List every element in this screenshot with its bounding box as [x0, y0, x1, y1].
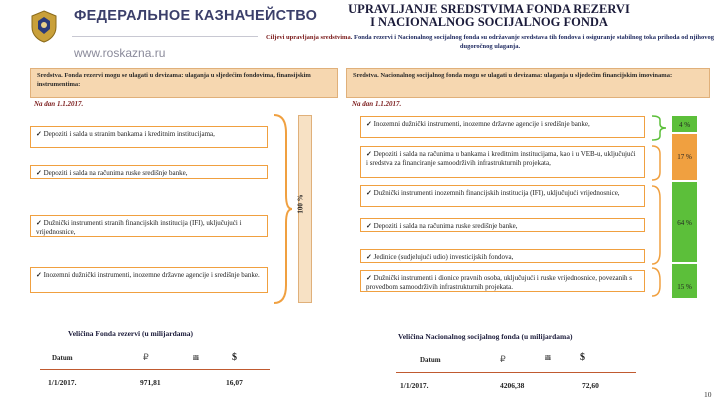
- right-panel-heading: [346, 68, 710, 98]
- right-pct-1: 4 %: [678, 121, 691, 129]
- right-item-4: ✓ Depoziti i salda na računima ruske središnje banke,: [360, 218, 645, 232]
- left-item-4: ✓ Inozemni dužnički instrumenti, inozemne državne agencije i središnje banke.: [30, 267, 268, 293]
- ruble-icon: ₽: [500, 354, 506, 364]
- right-brace-icon: [648, 114, 670, 300]
- page-title: [258, 3, 720, 29]
- right-table-rule: [396, 372, 636, 373]
- title-line-1: UPRAVLJANJE SREDSTVIMA FONDA REZERVI: [348, 2, 630, 16]
- right-pct-4: 15 %: [677, 283, 692, 291]
- right-col-date: Datum: [420, 356, 441, 364]
- logo-title: ФЕДЕРАЛЬНОЕ КАЗНАЧЕЙСТВО: [74, 8, 318, 24]
- right-item-5: ✓ Jedinice (sudjelujući udio) investicijskih fondova,: [360, 249, 645, 263]
- left-heading-text: Sredstva. Fonda rezervi mogu se ulagati u devizama: ulaganja u sljedećim fondovima, finansijskim instrumentima:: [37, 72, 311, 88]
- dollar-icon: $: [232, 352, 237, 363]
- logo-url[interactable]: www.roskazna.ru: [74, 46, 166, 60]
- right-item-6: ✓ Dužnički instrumenti i dionice pravnih osoba, uključujući i ruske vrijednosnice, povezanih s provedbom samoodrživih infrastrukturnih projekata.: [360, 270, 645, 292]
- left-percent-label: 100 %: [296, 194, 305, 214]
- left-item-3: ✓ Dužnički instrumenti stranih financijskih institucija (IFI), uključujući i vrijednosnice,: [30, 215, 268, 237]
- right-item-1: ✓ Inozemni dužnički instrumenti, inozemne državne agencije i središnje banke,: [360, 116, 645, 138]
- right-bar-seg-4: [672, 264, 697, 298]
- left-row-usd: 16,07: [226, 378, 243, 387]
- left-col-date: Datum: [52, 354, 73, 362]
- left-item-2: ✓ Depoziti i salda na računima ruske središnje banke,: [30, 165, 268, 179]
- right-col-sep: ili: [545, 354, 551, 362]
- left-date: Na dan 1.1.2017.: [34, 100, 84, 108]
- goal-body: . Fonda rezervi i Nacionalnog socijalnog fonda su održavanje sredstava tih fondova i osiguranje stabilnog toka prihoda od njihovog dugoročnog ulaganja.: [350, 34, 714, 50]
- right-pct-2: 17 %: [677, 153, 692, 161]
- left-brace-icon: [270, 113, 294, 305]
- page-number: 10: [704, 390, 712, 399]
- left-col-sep: ili: [193, 354, 199, 362]
- dollar-icon: $: [580, 352, 585, 363]
- right-item-3: ✓ Dužnički instrumenti inozemnih financijskih institucija (IFI), uključujući vrijednosnice,: [360, 185, 645, 207]
- left-item-1: ✓ Depoziti i salda u stranim bankama i kreditnim institucijama,: [30, 126, 268, 148]
- right-row-rub: 4206,38: [500, 381, 525, 390]
- ruble-icon: ₽: [143, 352, 149, 362]
- left-table-rule: [40, 369, 270, 370]
- right-table-title: Veličina Nacionalnog socijalnog fonda (u milijardama): [398, 332, 573, 341]
- right-row-usd: 72,60: [582, 381, 599, 390]
- logo-divider: [72, 36, 258, 37]
- right-date: Na dan 1.1.2017.: [352, 100, 402, 108]
- right-heading-text: Sredstva. Nacionalnog socijalnog fonda mogu se ulagati u devizama: ulaganja u sljedećim financijskim imovinama:: [353, 72, 673, 79]
- right-pct-3: 64 %: [677, 219, 692, 227]
- goal-label: Ciljevi upravljanja sredstvima: [265, 34, 351, 41]
- right-item-2: ✓ Depoziti i salda na računima u bankama i kreditnim institucijama, kao i u VEB-u, uključujući i sredstva za financiranje samoodrživih infrastrukturnih projekata,: [360, 146, 645, 178]
- left-row-rub: 971,81: [140, 378, 161, 387]
- left-row-date: 1/1/2017.: [48, 378, 77, 387]
- left-panel-heading: [30, 68, 338, 98]
- emblem-icon: [30, 9, 58, 43]
- left-table-title: Veličina Fonda rezervi (u milijardama): [68, 329, 193, 338]
- goal-text: [262, 34, 718, 51]
- right-row-date: 1/1/2017.: [400, 381, 429, 390]
- title-line-2: I NACIONALNOG SOCIJALNOG FONDA: [370, 15, 608, 29]
